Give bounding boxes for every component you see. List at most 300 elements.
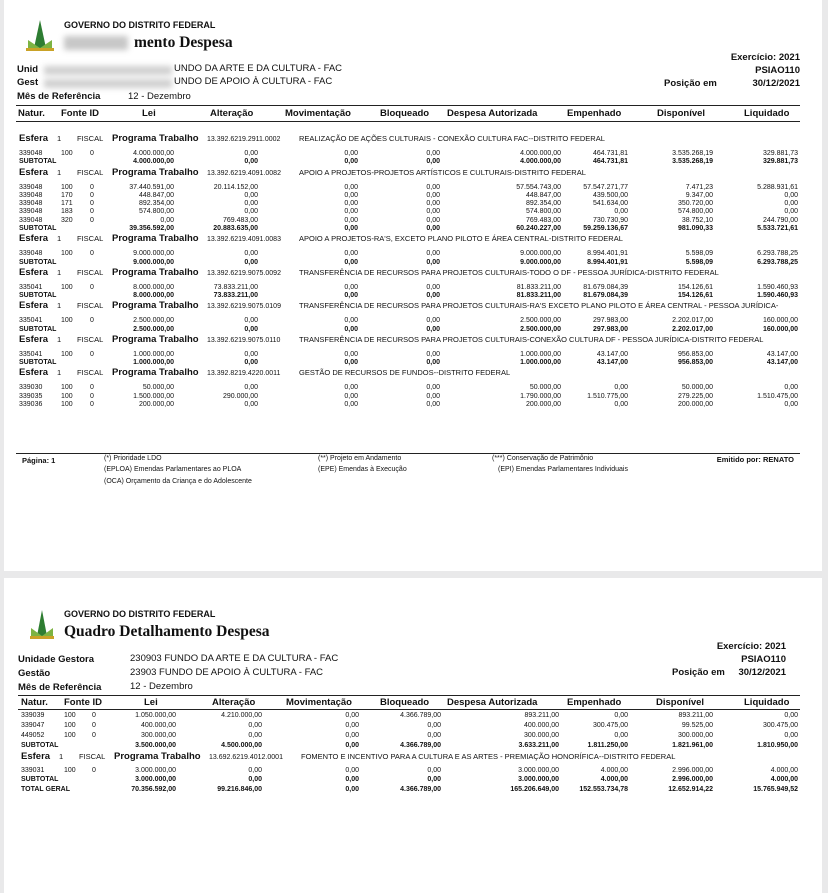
exercicio: Exercício: 2021 xyxy=(730,52,800,63)
cell-value: 300.475,00 xyxy=(592,722,628,729)
fiscal-label: FISCAL xyxy=(77,234,104,244)
cell-value: 0,00 xyxy=(344,158,358,166)
cell-value: 8.000.000,00 xyxy=(133,283,174,291)
cell-value: 0,00 xyxy=(344,225,358,232)
cell-value: 3.633.211,00 xyxy=(518,742,559,749)
report-title: mento Despesa xyxy=(134,34,233,51)
report-code: PSIAO110 xyxy=(755,65,800,76)
table-row xyxy=(4,721,822,730)
cell-value: 0,00 xyxy=(784,732,798,739)
column-header: Bloqueado xyxy=(380,108,430,119)
cell-value: 0,00 xyxy=(784,400,798,408)
cell-value: 15.765.949,52 xyxy=(753,786,798,793)
cell-fonte: 183 xyxy=(61,208,73,216)
cell-natureza: 449052 xyxy=(21,732,45,739)
posicao-label: Posição em xyxy=(672,667,725,678)
cell-id: 0 xyxy=(90,200,94,208)
cell-value: 4.000.000,00 xyxy=(520,150,561,157)
cell-value: 200.000,00 xyxy=(677,400,713,408)
subtotal-row xyxy=(4,224,822,233)
cell-natureza: 339035 xyxy=(19,392,43,400)
cell-value: 0,00 xyxy=(344,191,358,199)
fiscal-label: FISCAL xyxy=(77,368,104,378)
table-row xyxy=(4,400,822,409)
cell-value: 99.525,00 xyxy=(681,722,713,729)
column-header: Alteração xyxy=(210,108,254,119)
cell-value: 200.000,00 xyxy=(525,400,561,408)
cell-value: 3.000.000,00 xyxy=(518,776,559,783)
cell-value: 0,00 xyxy=(426,150,440,157)
cell-fonte: 100 xyxy=(64,732,76,739)
cell-value: 0,00 xyxy=(426,325,440,333)
cell-value: 1.590.460,93 xyxy=(757,283,798,291)
cell-value: 0,00 xyxy=(248,722,262,729)
cell-value: 73.833.211,00 xyxy=(213,292,258,299)
mes-label: Mês de Referência xyxy=(18,682,102,693)
cell-id: 0 xyxy=(92,712,96,719)
divider xyxy=(16,121,800,122)
subtotal-label: TOTAL GERAL xyxy=(21,786,70,793)
unidade-label: Unid xyxy=(17,64,39,75)
report-page-2 xyxy=(4,578,822,893)
posicao-label: Posição em xyxy=(664,78,717,89)
footnote: (EPI) Emendas Parlamentares Individuais xyxy=(498,466,628,473)
posicao-date: 30/12/2021 xyxy=(752,78,800,89)
cell-id: 0 xyxy=(90,191,94,199)
cell-value: 0,00 xyxy=(345,767,359,774)
programa-trabalho-label: Programa Trabalho xyxy=(112,367,199,379)
cell-value: 59.259.136,67 xyxy=(583,225,628,232)
esfera-label: Esfera xyxy=(19,166,49,178)
cell-value: 2.996.000,00 xyxy=(672,767,713,774)
cell-id: 0 xyxy=(92,767,96,774)
cell-value: 1.590.460,93 xyxy=(757,292,798,299)
cell-value: 893.211,00 xyxy=(524,712,559,719)
cell-value: 50.000,00 xyxy=(681,384,713,392)
table-row xyxy=(4,731,822,740)
cell-value: 73.833.211,00 xyxy=(213,283,258,291)
cell-natureza: 339036 xyxy=(19,400,43,408)
column-header: Natur. xyxy=(18,108,45,119)
cell-value: 300.475,00 xyxy=(762,722,798,729)
esfera-label: Esfera xyxy=(21,751,51,762)
cell-value: 0,00 xyxy=(426,350,440,358)
cell-value: 574.800,00 xyxy=(138,208,174,216)
cell-value: 981.090,33 xyxy=(677,225,713,232)
fiscal-label: FISCAL xyxy=(77,267,104,277)
column-header: Despesa Autorizada xyxy=(447,697,538,708)
cell-value: 0,00 xyxy=(344,359,358,366)
blurred-region xyxy=(44,79,172,88)
cell-value: 152.553.734,78 xyxy=(579,786,628,793)
esfera-number: 1 xyxy=(57,134,62,143)
cell-natureza: 335041 xyxy=(19,283,43,291)
cell-value: 0,00 xyxy=(244,384,258,392)
cell-value: 4.000.000,00 xyxy=(133,150,174,157)
divider xyxy=(16,105,800,106)
cell-value: 0,00 xyxy=(614,712,628,719)
cell-value: 160.000,00 xyxy=(762,317,798,325)
subtotal-label: SUBTOTAL xyxy=(19,258,57,266)
programa-description: APOIO A PROJETOS-RA'S, EXCETO PLANO PILOTO E ÁREA CENTRAL-DISTRITO FEDERAL xyxy=(299,234,623,244)
cell-value: 2.500.000,00 xyxy=(133,325,174,333)
esfera-number: 1 xyxy=(57,334,62,344)
cell-fonte: 100 xyxy=(64,722,76,729)
cell-value: 4.210.000,00 xyxy=(221,712,262,719)
cell-value: 3.535.268,19 xyxy=(672,150,713,157)
column-header: Movimentação xyxy=(286,697,352,708)
cell-value: 20.114.152,00 xyxy=(213,183,258,191)
gdf-logo-icon xyxy=(22,18,58,54)
cell-natureza: 339048 xyxy=(19,208,43,216)
cell-value: 70.356.592,00 xyxy=(131,786,176,793)
cell-value: 160.000,00 xyxy=(762,325,798,333)
cell-value: 1.821.961,00 xyxy=(672,742,713,749)
cell-value: 0,00 xyxy=(784,208,798,216)
cell-value: 1.510.775,00 xyxy=(587,392,628,400)
cell-value: 400.000,00 xyxy=(523,722,559,729)
cell-value: 12.652.914,22 xyxy=(668,786,713,793)
cell-id: 0 xyxy=(90,216,94,224)
cell-value: 4.000,00 xyxy=(770,776,798,783)
cell-natureza: 339031 xyxy=(21,767,45,774)
cell-value: 81.679.084,39 xyxy=(583,292,628,299)
gdf-logo-icon xyxy=(28,608,56,642)
programa-description: FOMENTO E INCENTIVO PARA A CULTURA E AS ARTES - PREMIAÇÃO HONORÍFICA--DISTRITO FEDERAL xyxy=(301,752,676,761)
esfera-label: Esfera xyxy=(19,266,49,278)
cell-value: 0,00 xyxy=(345,722,359,729)
programa-code: 13.392.6219.9075.0110 xyxy=(207,336,281,344)
esfera-row xyxy=(4,133,822,145)
cell-value: 0,00 xyxy=(426,258,440,266)
programa-trabalho-label: Programa Trabalho xyxy=(112,266,199,278)
cell-value: 0,00 xyxy=(160,216,174,224)
programa-description: TRANSFERÊNCIA DE RECURSOS PARA PROJETOS CULTURAIS-TODO O DF - PESSOA JURÍDICA-DISTRITO FEDERAL xyxy=(299,267,719,277)
cell-value: 769.483,00 xyxy=(525,216,561,224)
cell-value: 9.000.000,00 xyxy=(133,258,174,266)
cell-value: 0,00 xyxy=(244,158,258,166)
cell-natureza: 339048 xyxy=(19,183,43,191)
posicao-date: 30/12/2021 xyxy=(738,667,786,678)
cell-value: 81.833.211,00 xyxy=(516,292,561,299)
cell-value: 1.050.000,00 xyxy=(135,712,176,719)
gov-heading: GOVERNO DO DISTRITO FEDERAL xyxy=(64,609,216,619)
cell-value: 4.366.789,00 xyxy=(400,712,441,719)
cell-fonte: 100 xyxy=(64,712,76,719)
cell-value: 2.500.000,00 xyxy=(520,325,561,333)
cell-value: 0,00 xyxy=(426,292,440,299)
subtotal-label: SUBTOTAL xyxy=(21,742,59,749)
programa-trabalho-label: Programa Trabalho xyxy=(112,166,199,178)
cell-value: 0,00 xyxy=(244,150,258,157)
cell-value: 38.752,10 xyxy=(681,216,713,224)
fiscal-label: FISCAL xyxy=(77,167,104,177)
cell-id: 0 xyxy=(90,350,94,358)
cell-value: 0,00 xyxy=(248,767,262,774)
report-code: PSIAO110 xyxy=(741,654,786,665)
programa-description: TRANSFERÊNCIA DE RECURSOS PARA PROJETOS CULTURAIS-RA'S EXCETO PLANO PILOTO E ÁREA CENTRAL - PESSOA JURÍDICA- xyxy=(299,301,779,311)
cell-value: 165.206.649,00 xyxy=(510,786,559,793)
programa-description: REALIZAÇÃO DE AÇÕES CULTURAIS - CONEXÃO CULTURA FAC--DISTRITO FEDERAL xyxy=(299,134,605,143)
cell-value: 0,00 xyxy=(345,732,359,739)
fiscal-label: FISCAL xyxy=(77,301,104,311)
cell-value: 350.720,00 xyxy=(677,200,713,208)
cell-value: 0,00 xyxy=(614,208,628,216)
cell-value: 0,00 xyxy=(344,325,358,333)
cell-value: 769.483,00 xyxy=(222,216,258,224)
cell-value: 2.500.000,00 xyxy=(520,317,561,325)
cell-value: 0,00 xyxy=(244,400,258,408)
cell-value: 0,00 xyxy=(345,712,359,719)
cell-value: 0,00 xyxy=(784,712,798,719)
page-number: Página: 1 xyxy=(22,456,56,465)
cell-id: 0 xyxy=(92,732,96,739)
cell-value: 1.810.950,00 xyxy=(757,742,798,749)
subtotal-label: SUBTOTAL xyxy=(19,158,57,166)
cell-value: 5.598,09 xyxy=(685,258,713,266)
cell-value: 5.598,09 xyxy=(685,250,713,258)
cell-value: 3.000.000,00 xyxy=(135,767,176,774)
programa-code: 13.392.8219.4220.0011 xyxy=(207,370,281,378)
footnote: (*) Prioridade LDO xyxy=(104,455,162,462)
cell-value: 4.000,00 xyxy=(770,767,798,774)
column-header: Fonte ID xyxy=(64,697,102,708)
esfera-label: Esfera xyxy=(19,333,49,345)
cell-value: 7.471,23 xyxy=(685,183,713,191)
cell-value: 329.881,73 xyxy=(762,158,798,166)
cell-value: 0,00 xyxy=(344,150,358,157)
cell-value: 9.000.000,00 xyxy=(133,250,174,258)
cell-value: 0,00 xyxy=(345,742,359,749)
cell-id: 0 xyxy=(90,250,94,258)
cell-value: 297.983,00 xyxy=(592,317,628,325)
cell-value: 0,00 xyxy=(244,350,258,358)
cell-fonte: 100 xyxy=(61,384,73,392)
column-header: Empenhado xyxy=(567,108,622,119)
cell-value: 4.000.000,00 xyxy=(520,158,561,166)
cell-value: 0,00 xyxy=(614,732,628,739)
programa-code: 13.692.6219.4012.0001 xyxy=(209,754,283,761)
cell-natureza: 339048 xyxy=(19,191,43,199)
cell-value: 0,00 xyxy=(248,732,262,739)
column-header: Disponível xyxy=(657,108,706,119)
cell-value: 1.000.000,00 xyxy=(520,350,561,358)
subtotal-label: SUBTOTAL xyxy=(19,225,57,232)
cell-id: 0 xyxy=(90,208,94,216)
column-header: Fonte ID xyxy=(61,108,99,119)
programa-code: 13.392.6219.9075.0109 xyxy=(207,303,281,311)
cell-value: 99.216.846,00 xyxy=(217,786,262,793)
cell-natureza: 339039 xyxy=(21,712,45,719)
cell-value: 0,00 xyxy=(426,384,440,392)
cell-value: 0,00 xyxy=(426,283,440,291)
subtotal-row xyxy=(4,785,822,794)
cell-value: 0,00 xyxy=(344,392,358,400)
gestao-value: 23903 FUNDO DE APOIO À CULTURA - FAC xyxy=(130,667,324,678)
cell-value: 0,00 xyxy=(344,317,358,325)
column-header: Bloqueado xyxy=(380,697,430,708)
cell-value: 0,00 xyxy=(614,384,628,392)
cell-value: 81.679.084,39 xyxy=(583,283,628,291)
footnote: (**) Projeto em Andamento xyxy=(318,455,402,462)
column-header: Liquidado xyxy=(744,697,790,708)
cell-id: 0 xyxy=(90,400,94,408)
footnote: (EPLOA) Emendas Parlamentares ao PLOA xyxy=(104,466,242,473)
cell-value: 0,00 xyxy=(345,786,359,793)
cell-value: 2.202.017,00 xyxy=(672,317,713,325)
cell-value: 8.000.000,00 xyxy=(133,292,174,299)
cell-fonte: 100 xyxy=(64,767,76,774)
cell-value: 4.366.789,00 xyxy=(400,786,441,793)
cell-fonte: 100 xyxy=(61,183,73,191)
programa-code: 13.392.6219.4091.0082 xyxy=(207,169,281,177)
cell-value: 4.000,00 xyxy=(600,767,628,774)
cell-value: 1.510.475,00 xyxy=(757,392,798,400)
cell-value: 0,00 xyxy=(427,776,441,783)
cell-value: 0,00 xyxy=(344,384,358,392)
cell-value: 57.554.743,00 xyxy=(516,183,561,191)
unidade-label: Unidade Gestora xyxy=(18,654,95,665)
cell-value: 43.147,00 xyxy=(766,359,798,366)
cell-id: 0 xyxy=(90,317,94,325)
gestao-value: UNDO DE APOIO À CULTURA - FAC xyxy=(174,76,333,87)
cell-value: 0,00 xyxy=(244,191,258,199)
exercicio: Exercício: 2021 xyxy=(716,641,786,652)
cell-fonte: 171 xyxy=(61,200,73,208)
cell-value: 300.000,00 xyxy=(677,732,713,739)
cell-value: 0,00 xyxy=(426,225,440,232)
cell-value: 0,00 xyxy=(244,200,258,208)
cell-value: 81.833.211,00 xyxy=(516,283,561,291)
report-page-1 xyxy=(4,0,822,571)
cell-value: 300.000,00 xyxy=(140,732,176,739)
cell-natureza: 335041 xyxy=(19,317,43,325)
cell-value: 956.853,00 xyxy=(677,350,713,358)
gestao-label: Gestão xyxy=(18,668,51,679)
cell-value: 892.354,00 xyxy=(138,200,174,208)
cell-value: 4.366.789,00 xyxy=(400,742,441,749)
cell-value: 50.000,00 xyxy=(142,384,174,392)
cell-value: 60.240.227,00 xyxy=(516,225,561,232)
cell-value: 4.000.000,00 xyxy=(133,158,174,166)
cell-fonte: 100 xyxy=(61,150,73,157)
esfera-row xyxy=(4,167,822,179)
cell-value: 9.000.000,00 xyxy=(520,258,561,266)
subtotal-row xyxy=(4,325,822,334)
column-header: Empenhado xyxy=(567,697,622,708)
cell-value: 329.881,73 xyxy=(762,150,798,157)
cell-value: 9.347,00 xyxy=(685,191,713,199)
cell-natureza: 335041 xyxy=(19,350,43,358)
cell-value: 0,00 xyxy=(426,359,440,366)
esfera-number: 1 xyxy=(59,752,64,761)
esfera-row xyxy=(4,267,822,279)
esfera-label: Esfera xyxy=(19,367,49,379)
subtotal-row xyxy=(4,775,822,784)
subtotal-label: SUBTOTAL xyxy=(21,776,59,783)
esfera-row xyxy=(4,334,822,346)
cell-value: 6.293.788,25 xyxy=(757,258,798,266)
cell-fonte: 100 xyxy=(61,392,73,400)
esfera-label: Esfera xyxy=(19,133,49,144)
cell-value: 6.293.788,25 xyxy=(757,250,798,258)
cell-value: 0,00 xyxy=(345,776,359,783)
programa-description: GESTÃO DE RECURSOS DE FUNDOS--DISTRITO FEDERAL xyxy=(299,368,511,378)
cell-value: 57.547.271,77 xyxy=(583,183,628,191)
blurred-region xyxy=(44,66,172,75)
esfera-row xyxy=(4,751,822,763)
subtotal-row xyxy=(4,291,822,300)
cell-value: 0,00 xyxy=(244,258,258,266)
cell-value: 3.000.000,00 xyxy=(518,767,559,774)
fiscal-label: FISCAL xyxy=(77,134,104,143)
cell-natureza: 339048 xyxy=(19,150,43,157)
cell-value: 1.811.250,00 xyxy=(587,742,628,749)
unidade-value: UNDO DA ARTE E DA CULTURA - FAC xyxy=(174,63,343,74)
cell-value: 43.147,00 xyxy=(596,359,628,366)
mes-value: 12 - Dezembro xyxy=(128,91,191,102)
cell-value: 43.147,00 xyxy=(766,350,798,358)
programa-code: 13.392.6219.4091.0083 xyxy=(207,236,281,244)
cell-fonte: 100 xyxy=(61,250,73,258)
esfera-number: 1 xyxy=(57,234,62,244)
fiscal-label: FISCAL xyxy=(77,334,104,344)
cell-value: 1.000.000,00 xyxy=(133,350,174,358)
cell-id: 0 xyxy=(92,722,96,729)
blurred-region xyxy=(64,36,128,50)
esfera-row xyxy=(4,300,822,312)
esfera-label: Esfera xyxy=(19,233,49,245)
cell-value: 400.000,00 xyxy=(140,722,176,729)
programa-trabalho-label: Programa Trabalho xyxy=(112,133,199,144)
cell-value: 0,00 xyxy=(426,191,440,199)
footnote: (OCA) Orçamento da Criança e do Adolescente xyxy=(104,478,252,485)
cell-id: 0 xyxy=(90,384,94,392)
cell-value: 574.800,00 xyxy=(677,208,713,216)
cell-value: 37.440.591,00 xyxy=(129,183,174,191)
unidade-value: 230903 FUNDO DA ARTE E DA CULTURA - FAC xyxy=(130,653,339,664)
subtotal-label: SUBTOTAL xyxy=(19,325,57,333)
cell-value: 893.211,00 xyxy=(678,712,713,719)
programa-description: APOIO A PROJETOS-PROJETOS ARTÍSTICOS E CULTURAIS-DISTRITO FEDERAL xyxy=(299,167,586,177)
column-header: Lei xyxy=(144,697,158,708)
cell-natureza: 339048 xyxy=(19,200,43,208)
table-row xyxy=(4,766,822,775)
cell-natureza: 339048 xyxy=(19,216,43,224)
cell-value: 3.500.000,00 xyxy=(135,742,176,749)
cell-value: 244.790,00 xyxy=(762,216,798,224)
esfera-row xyxy=(4,233,822,245)
cell-value: 8.994.401,91 xyxy=(587,258,628,266)
subtotal-label: SUBTOTAL xyxy=(19,292,57,299)
cell-value: 0,00 xyxy=(426,216,440,224)
cell-value: 0,00 xyxy=(426,208,440,216)
column-header: Despesa Autorizada xyxy=(447,108,538,119)
cell-value: 0,00 xyxy=(344,183,358,191)
esfera-number: 1 xyxy=(57,167,62,177)
cell-value: 730.730,90 xyxy=(592,216,628,224)
cell-value: 0,00 xyxy=(427,767,441,774)
cell-value: 0,00 xyxy=(244,250,258,258)
fiscal-label: FISCAL xyxy=(79,752,106,761)
cell-value: 1.000.000,00 xyxy=(520,359,561,366)
subtotal-row xyxy=(4,258,822,267)
cell-value: 2.202.017,00 xyxy=(672,325,713,333)
subtotal-row xyxy=(4,157,822,166)
emitido-por: Emitido por: RENATO xyxy=(716,455,794,464)
divider xyxy=(18,709,800,710)
gov-heading: GOVERNO DO DISTRITO FEDERAL xyxy=(64,20,216,30)
